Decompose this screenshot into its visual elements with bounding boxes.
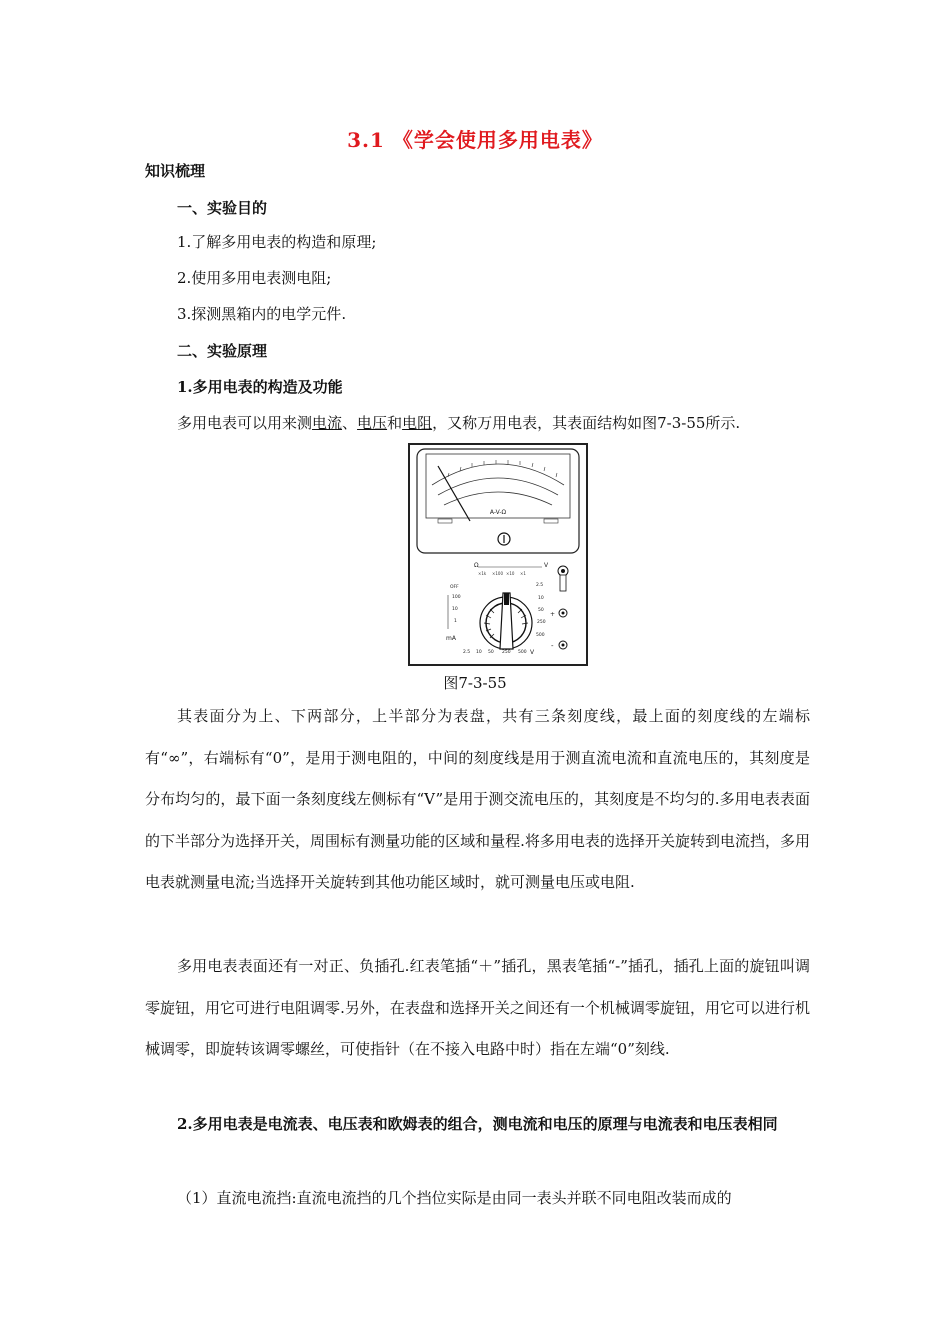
volt-label: V [544, 562, 549, 569]
ma-unit-label: mA [446, 635, 456, 642]
v-range-label: 50 [538, 608, 544, 613]
item-dc-current: （1）直流电流挡:直流电流挡的几个挡位实际是由同一表头并联不同电阻改装而成的 [177, 1189, 732, 1207]
v-range-label: 2.5 [536, 583, 544, 588]
ac-range-label: 500 [518, 650, 527, 655]
goal-item: 1.了解多用电表的构造和原理; [177, 233, 377, 251]
knob-center-icon [561, 569, 565, 573]
intro-text: ，又称万用电表，其表面结构如图7-3-55所示. [432, 414, 741, 432]
term-current: 电流 [312, 414, 343, 432]
paragraph-jacks: 多用电表表面还有一对正、负插孔.红表笔插“＋”插孔，黑表笔插“-”插孔，插孔上面的旋钮叫调零旋钮，用它可进行电阻调零.另外，在表盘和选择开关之间还有一个机械调零旋钮，用它可以进行机械调零，即旋转该调零螺丝，可使指针（在不接入电路中时）指在左端“0”刻线. [145, 957, 810, 1058]
ac-unit-label: V [530, 649, 535, 656]
ohm-label: Ω [474, 562, 479, 569]
dial-label: A-V-Ω [489, 509, 507, 516]
range-label: ×100 [492, 571, 503, 576]
intro-paragraph [177, 413, 740, 433]
minus-jack-label: - [551, 642, 554, 650]
jack-hole-icon [562, 644, 565, 647]
figure-caption: 图7-3-55 [443, 674, 507, 692]
ac-range-label: 50 [488, 650, 494, 655]
goal-item: 3.探测黑箱内的电学元件. [177, 305, 347, 323]
intro-text: 、 [342, 414, 358, 432]
intro-text: 和 [387, 414, 403, 432]
ma-range-label: 1 [454, 619, 457, 624]
multimeter-figure [408, 443, 588, 666]
subheading-combination: 2.多用电表是电流表、电压表和欧姆表的组合，测电流和电压的原理与电流表和电压表相同 [177, 1115, 778, 1133]
paragraph-meter-face: 其表面分为上、下两部分，上半部分为表盘，共有三条刻度线，最上面的刻度线的左端标有“∞”，右端标有“0”，是用于测电阻的，中间的刻度线是用于测直流电流和直流电压的，其刻度是分布均匀的，最下面一条刻度线左侧标有“V”是用于测交流电压的，其刻度是不均匀的.多用电表表面的下半部分为选择开关，周围标有测量功能的区域和量程.将多用电表的选择开关旋转到电流挡，多用电表就测量电流;当选择开关旋转到其他功能区域时，就可测量电压或电阻. [145, 707, 810, 891]
knob-shaft [560, 575, 566, 591]
range-label: ×1k [478, 571, 487, 576]
v-range-label: 250 [537, 620, 546, 625]
off-label: OFF [450, 585, 459, 590]
term-resistance: 电阻 [402, 414, 433, 432]
v-range-label: 500 [536, 633, 545, 638]
page-title: 3.1 《学会使用多用电表》 [347, 128, 603, 152]
goal-item: 2.使用多用电表测电阻; [177, 269, 332, 287]
ma-range-label: 10 [452, 607, 458, 612]
ac-range-label: 2.5 [463, 650, 471, 655]
range-label: ×10 [506, 571, 515, 576]
plus-jack-label: + [550, 611, 556, 618]
ac-range-label: 10 [476, 650, 482, 655]
intro-text: 多用电表可以用来测 [177, 414, 313, 432]
range-label: ×1 [520, 571, 526, 576]
heading-principle: 二、实验原理 [177, 342, 268, 360]
v-range-label: 10 [538, 596, 544, 601]
term-voltage: 电压 [357, 414, 388, 432]
ac-range-label: 250 [502, 650, 511, 655]
section-label: 知识梳理 [145, 162, 206, 180]
ma-range-label: 100 [452, 595, 461, 600]
subheading-structure: 1.多用电表的构造及功能 [177, 378, 343, 396]
jack-hole-icon [562, 612, 565, 615]
heading-purpose: 一、实验目的 [177, 199, 268, 217]
pointer-tip [504, 593, 509, 605]
